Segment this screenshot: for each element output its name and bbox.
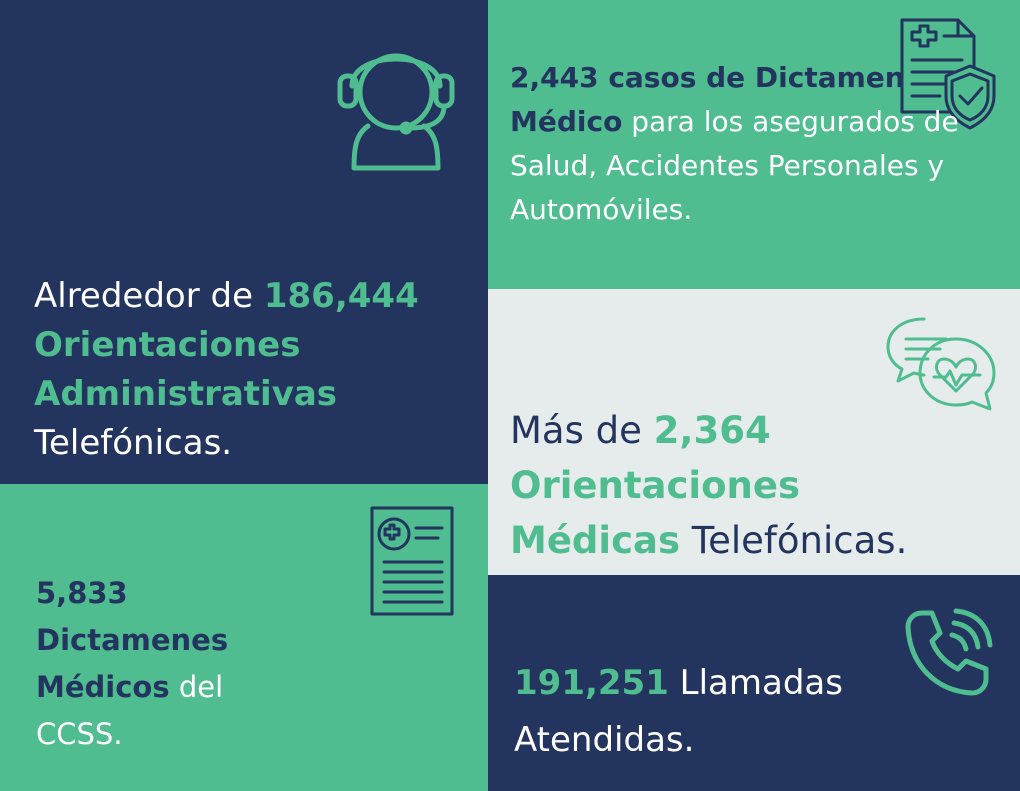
suffix-text: Telefónicas. bbox=[680, 519, 908, 562]
dictamen-rest: para los asegurados de Salud, Accidentes Personales y Automóviles. bbox=[510, 105, 959, 226]
highlight-line-2: Médicos bbox=[36, 670, 170, 704]
panel-dictamen-medico bbox=[488, 0, 1020, 289]
panel-orientaciones-administrativas bbox=[0, 0, 488, 484]
prefix-text: Más de bbox=[510, 409, 654, 452]
suffix-text-1: Llamadas bbox=[668, 663, 843, 703]
dictamen-highlight: 2,443 casos de Dictamen Médico bbox=[510, 61, 905, 138]
llamadas-atendidas-text bbox=[514, 655, 894, 769]
dictamen-medico-text bbox=[510, 56, 1010, 232]
dictamenes-ccss-text bbox=[36, 570, 316, 758]
panel-llamadas-atendidas bbox=[488, 575, 1020, 791]
orientaciones-administrativas-text bbox=[34, 272, 474, 468]
highlight-line-2: Administrativas bbox=[34, 374, 338, 414]
highlight-line-2: Médicas bbox=[510, 519, 681, 562]
medical-document-icon bbox=[370, 506, 456, 618]
panel-orientaciones-medicas bbox=[488, 289, 1020, 575]
count-value: 191,251 bbox=[514, 663, 669, 703]
highlight-line-1: Dictamenes bbox=[36, 623, 229, 657]
suffix-text: Telefónicas. bbox=[34, 423, 233, 463]
count-value: 186,444 bbox=[263, 276, 419, 316]
highlight-line-1: Orientaciones bbox=[34, 325, 301, 365]
suffix-text-2: Atendidas. bbox=[514, 720, 695, 760]
panel-dictamenes-ccss bbox=[0, 484, 488, 791]
suffix-text-2: CCSS. bbox=[36, 717, 123, 751]
phone-ringing-icon bbox=[902, 607, 994, 699]
prefix-text: Alrededor de bbox=[34, 276, 264, 316]
orientaciones-medicas-text bbox=[510, 403, 1010, 568]
highlight-line-1: Orientaciones bbox=[510, 464, 800, 507]
headset-agent-icon bbox=[334, 30, 458, 172]
count-value: 2,364 bbox=[653, 409, 771, 452]
chat-heart-icon bbox=[884, 317, 1004, 411]
suffix-text-1: del bbox=[169, 670, 224, 704]
count-value: 5,833 bbox=[36, 576, 128, 610]
